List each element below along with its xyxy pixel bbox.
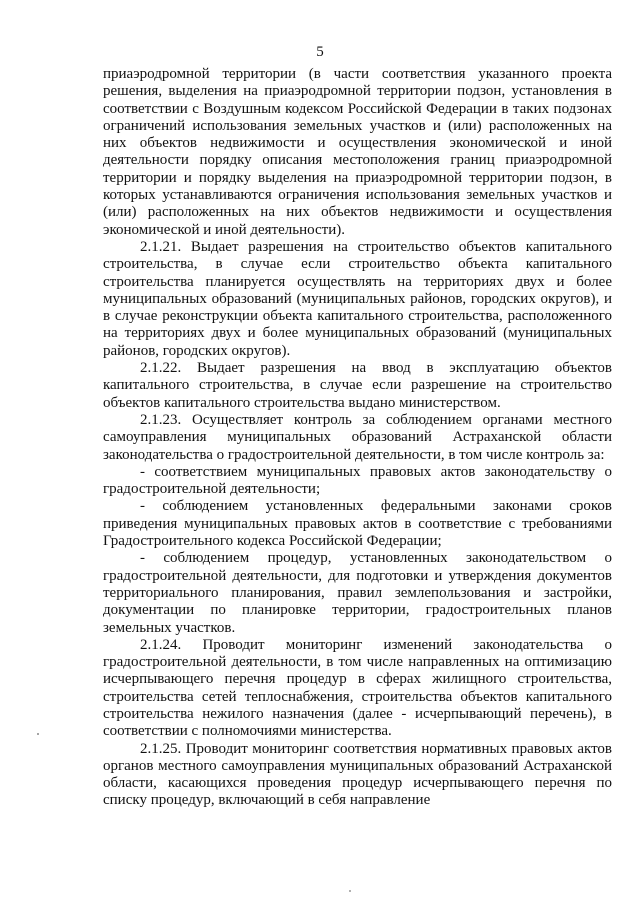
paragraph-text: Осуществляет контроль за соблюдением органами местного самоуправления муниципальных образований Астраханской области законодательства о градостроительной деятельности, в том числе контроль за: [103, 411, 612, 463]
list-item [103, 498, 612, 550]
scan-speck [37, 733, 39, 735]
paragraph-text: Проводит мониторинг соответствия нормативных правовых актов органов местного самоуправления муниципальных образований Астраханской области, касающихся проведения процедур исчерпывающего перечня по списку процедур, включающий в себя направление [103, 740, 613, 809]
item-number: 2.1.22. [140, 360, 182, 377]
paragraph-text: Выдает разрешения на строительство объектов капитального строительства, в случае если строительство объекта капитального строительства планируется осуществлять на территориях двух и более муниципальных образований (муниципальных районов, городских округов), и в случае реконструкции объекта капитального строительства, расположенного на территориях двух и более муниципальных образований (муниципальных районов, городских округов). [103, 238, 612, 359]
paragraph-text: приаэродромной территории (в части соответствия указанного проекта решения, выделения на приаэродромной территории подзон, установления в соответствии с Воздушным кодексом Российской Федерации в таких подзонах ограничений использования земельных участков и (или) расположенных на них объектов недвижимости и осуществления экономической и иной деятельности порядку описания местоположения границ приаэродромной территории и порядку выделения на приаэродромной территории подзон, в которых устанавливаются ограничения использования земельных участков и (или) расположенных на них объектов недвижимости и осуществления экономической и иной деятельности). [103, 66, 612, 238]
page-number: 5 [316, 44, 324, 60]
item-number: 2.1.24. [140, 636, 182, 653]
list-item [103, 464, 612, 499]
item-number: 2.1.25. [140, 740, 182, 757]
item-number: 2.1.23. [140, 411, 182, 428]
paragraph-2-1-24 [103, 637, 612, 741]
paragraph-2-1-21 [103, 239, 612, 360]
paragraph-2-1-25 [103, 741, 612, 810]
paragraph-text: Выдает разрешения на ввод в эксплуатацию объектов капитального строительства, в случае если разрешение на строительство объектов капитального строительства выдано министерством. [103, 360, 613, 411]
document-body [103, 66, 612, 810]
paragraph-2-1-23 [103, 412, 612, 464]
list-item-text: - соблюдением установленных федеральными законами сроков приведения муниципальных правовых актов в соответствие с требованиями Градостроительного кодекса Российской Федерации; [103, 498, 612, 550]
paragraph-2-1-22 [103, 360, 612, 412]
paragraph-continuation [103, 66, 612, 239]
list-item-text: - соответствием муниципальных правовых актов законодательству о градостроительной деятельности; [103, 463, 612, 498]
paragraph-text: Проводит мониторинг изменений законодательства о градостроительной деятельности, в том числе направленных на оптимизацию исчерпывающего перечня процедур в сферах жилищного строительства, строительства сетей теплоснабжения, строительства объектов капитального строительства нежилого назначения (далее - исчерпывающий перечень), в соответствии с полномочиями министерства. [103, 636, 613, 740]
scan-speck [349, 890, 351, 892]
list-item [103, 550, 612, 636]
list-item-text: - соблюдением процедур, установленных законодательством о градостроительной деятельности, для подготовки и утверждения документов территориального планирования, правил землепользования и застройки, документации по планировке территории, градостроительных планов земельных участков. [103, 550, 612, 636]
item-number: 2.1.21. [140, 238, 182, 255]
